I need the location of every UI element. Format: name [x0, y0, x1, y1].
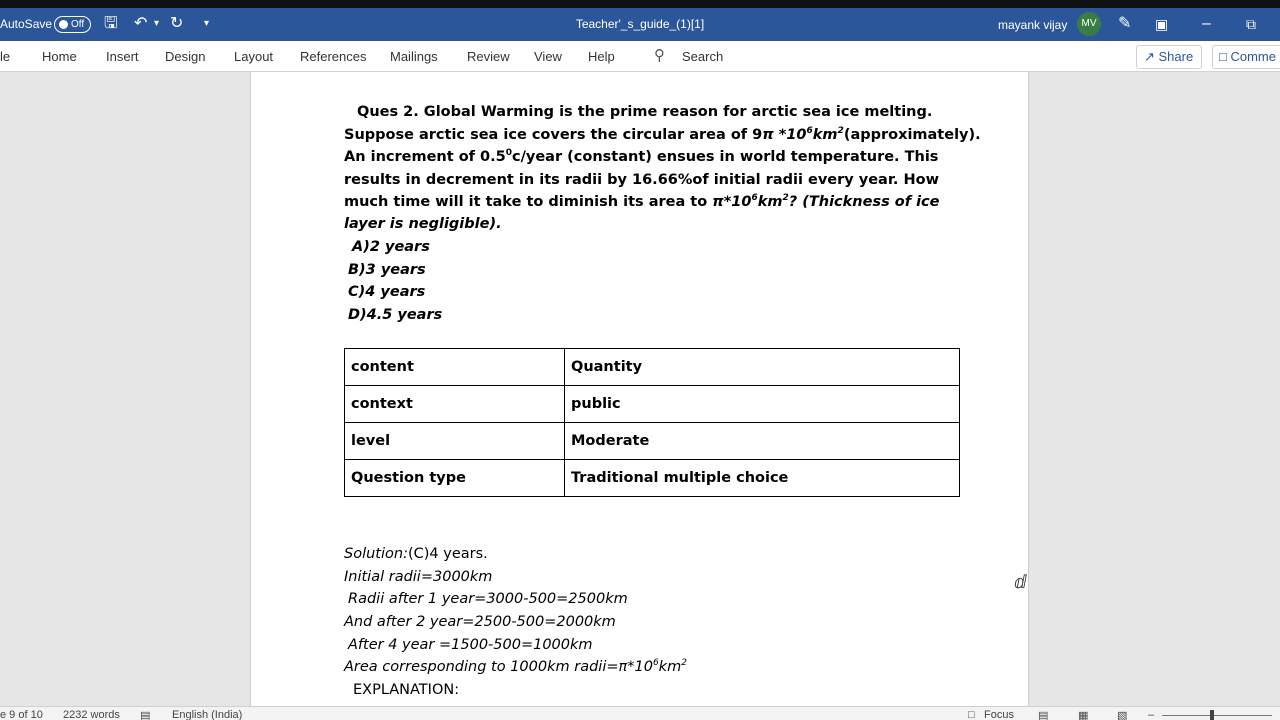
- table-cell-label: Question type: [345, 460, 565, 497]
- comments-label: Comme: [1230, 49, 1276, 64]
- question-info-table: [344, 348, 960, 497]
- document-title: Teacher'_s_guide_(1)[1]: [575, 17, 705, 31]
- word-count[interactable]: 2232 words: [63, 709, 120, 720]
- share-button[interactable]: [1136, 45, 1202, 69]
- customize-toolbar-icon[interactable]: ▾: [204, 18, 210, 29]
- superscript: 6: [652, 658, 659, 669]
- language[interactable]: English (India): [172, 709, 243, 720]
- ribbon-display-icon[interactable]: ▣: [1155, 16, 1169, 32]
- question-math: km: [812, 127, 838, 143]
- solution-label: Solution:: [344, 546, 408, 562]
- option-c: C)4 years: [348, 284, 426, 300]
- solution-step: After 4 year =1500-500=1000km: [348, 637, 593, 653]
- tab-design[interactable]: Design: [165, 49, 206, 64]
- top-strip: [0, 0, 1280, 8]
- table-cell-label: content: [345, 349, 565, 386]
- option-a: A)2 years: [352, 239, 430, 255]
- proofing-icon[interactable]: ▤: [140, 710, 151, 720]
- autosave-toggle[interactable]: Off: [54, 16, 91, 33]
- question-line: [344, 194, 939, 210]
- zoom-out-icon[interactable]: –: [1148, 709, 1155, 720]
- superscript: 2: [681, 658, 687, 669]
- avatar[interactable]: MV: [1077, 12, 1101, 36]
- status-bar: [0, 706, 1280, 720]
- question-text: much time will it take to diminish its area to: [344, 194, 713, 210]
- tab-mailings[interactable]: Mailings: [390, 49, 438, 64]
- autosave-label: AutoSave: [0, 17, 53, 31]
- question-line: results in decrement in its radii by 16.66%of initial radii every year. How: [344, 172, 939, 188]
- save-icon[interactable]: 🖫: [104, 15, 118, 32]
- question-math: π *10: [762, 127, 807, 143]
- solution-answer: (C)4 years.: [407, 546, 488, 562]
- solution-text: Area corresponding to 1000km radii=π*10: [344, 659, 653, 675]
- web-layout-icon[interactable]: ▧: [1117, 710, 1128, 720]
- document-page[interactable]: [250, 72, 1029, 706]
- superscript: 2: [782, 193, 789, 204]
- solution-step: Initial radii=3000km: [344, 569, 493, 585]
- tab-references[interactable]: References: [300, 49, 367, 64]
- superscript: 6: [751, 193, 758, 204]
- question-text: c/year (constant) ensues in world temperature. This: [511, 149, 939, 165]
- question-text: (approximately).: [843, 127, 981, 143]
- share-label: Share: [1158, 49, 1194, 64]
- restore-icon[interactable]: ⧉: [1246, 16, 1256, 32]
- question-line: layer is negligible).: [344, 216, 502, 232]
- explanation-heading: EXPLANATION:: [353, 682, 460, 698]
- zoom-slider-thumb[interactable]: [1210, 710, 1214, 720]
- user-name[interactable]: mayank vijay: [998, 18, 1068, 32]
- superscript: 2: [837, 126, 844, 137]
- table-row: [345, 386, 960, 423]
- table-cell-value: Quantity: [565, 349, 960, 386]
- text-cursor-icon: ⅆ: [1014, 572, 1027, 592]
- question-line: [344, 149, 938, 165]
- question-text: Suppose arctic sea ice covers the circular area of 9: [344, 127, 763, 143]
- solution-step: Radii after 1 year=3000-500=2500km: [348, 591, 628, 607]
- minimize-icon[interactable]: –: [1202, 15, 1211, 32]
- read-mode-icon[interactable]: ▤: [1038, 710, 1049, 720]
- comment-icon: □: [1219, 49, 1231, 64]
- search-icon[interactable]: ⚲: [654, 47, 665, 64]
- tab-review[interactable]: Review: [467, 49, 510, 64]
- question-line: Ques 2. Global Warming is the prime reason for arctic sea ice melting.: [357, 104, 933, 120]
- table-cell-value: Traditional multiple choice: [565, 460, 960, 497]
- tab-help[interactable]: Help: [588, 49, 615, 64]
- comments-button[interactable]: [1212, 45, 1280, 69]
- question-line: [344, 127, 981, 143]
- focus-icon[interactable]: □: [968, 709, 975, 720]
- document-workspace: [0, 72, 1280, 706]
- search-input[interactable]: Search: [682, 49, 724, 64]
- option-b: B)3 years: [348, 262, 426, 278]
- superscript: 6: [806, 126, 813, 137]
- table-cell-value: Moderate: [565, 423, 960, 460]
- focus-button[interactable]: Focus: [984, 709, 1014, 720]
- page-count[interactable]: e 9 of 10: [0, 709, 43, 720]
- tab-home[interactable]: Home: [42, 49, 77, 64]
- solution-step: And after 2 year=2500-500=2000km: [344, 614, 616, 630]
- table-row: [345, 423, 960, 460]
- print-layout-icon[interactable]: ▦: [1078, 710, 1089, 720]
- question-math: km: [757, 194, 783, 210]
- table-cell-value: public: [565, 386, 960, 423]
- undo-dropdown-icon[interactable]: ▾: [154, 18, 160, 29]
- table-row: [345, 460, 960, 497]
- solution-text: km: [658, 659, 682, 675]
- tab-insert[interactable]: Insert: [106, 49, 139, 64]
- question-text: An increment of 0.5: [344, 149, 506, 165]
- option-d: D)4.5 years: [348, 307, 443, 323]
- tab-file[interactable]: le: [0, 49, 11, 64]
- pen-icon[interactable]: ✎: [1118, 15, 1132, 32]
- undo-icon[interactable]: ↶: [134, 15, 148, 32]
- superscript: 0: [505, 148, 512, 159]
- question-math: π*10: [712, 194, 752, 210]
- tab-view[interactable]: View: [534, 49, 562, 64]
- table-row: [345, 349, 960, 386]
- title-bar: [0, 8, 1280, 41]
- tab-layout[interactable]: Layout: [234, 49, 274, 64]
- table-cell-label: level: [345, 423, 565, 460]
- share-icon: ↗: [1144, 49, 1159, 64]
- table-cell-label: context: [345, 386, 565, 423]
- solution-step: [344, 659, 687, 675]
- ribbon-tabs: [0, 41, 1280, 72]
- redo-icon[interactable]: ↻: [170, 15, 184, 32]
- zoom-slider[interactable]: [1162, 715, 1272, 716]
- question-text: ? (Thickness of ice: [788, 194, 940, 210]
- solution-line: [344, 546, 488, 562]
